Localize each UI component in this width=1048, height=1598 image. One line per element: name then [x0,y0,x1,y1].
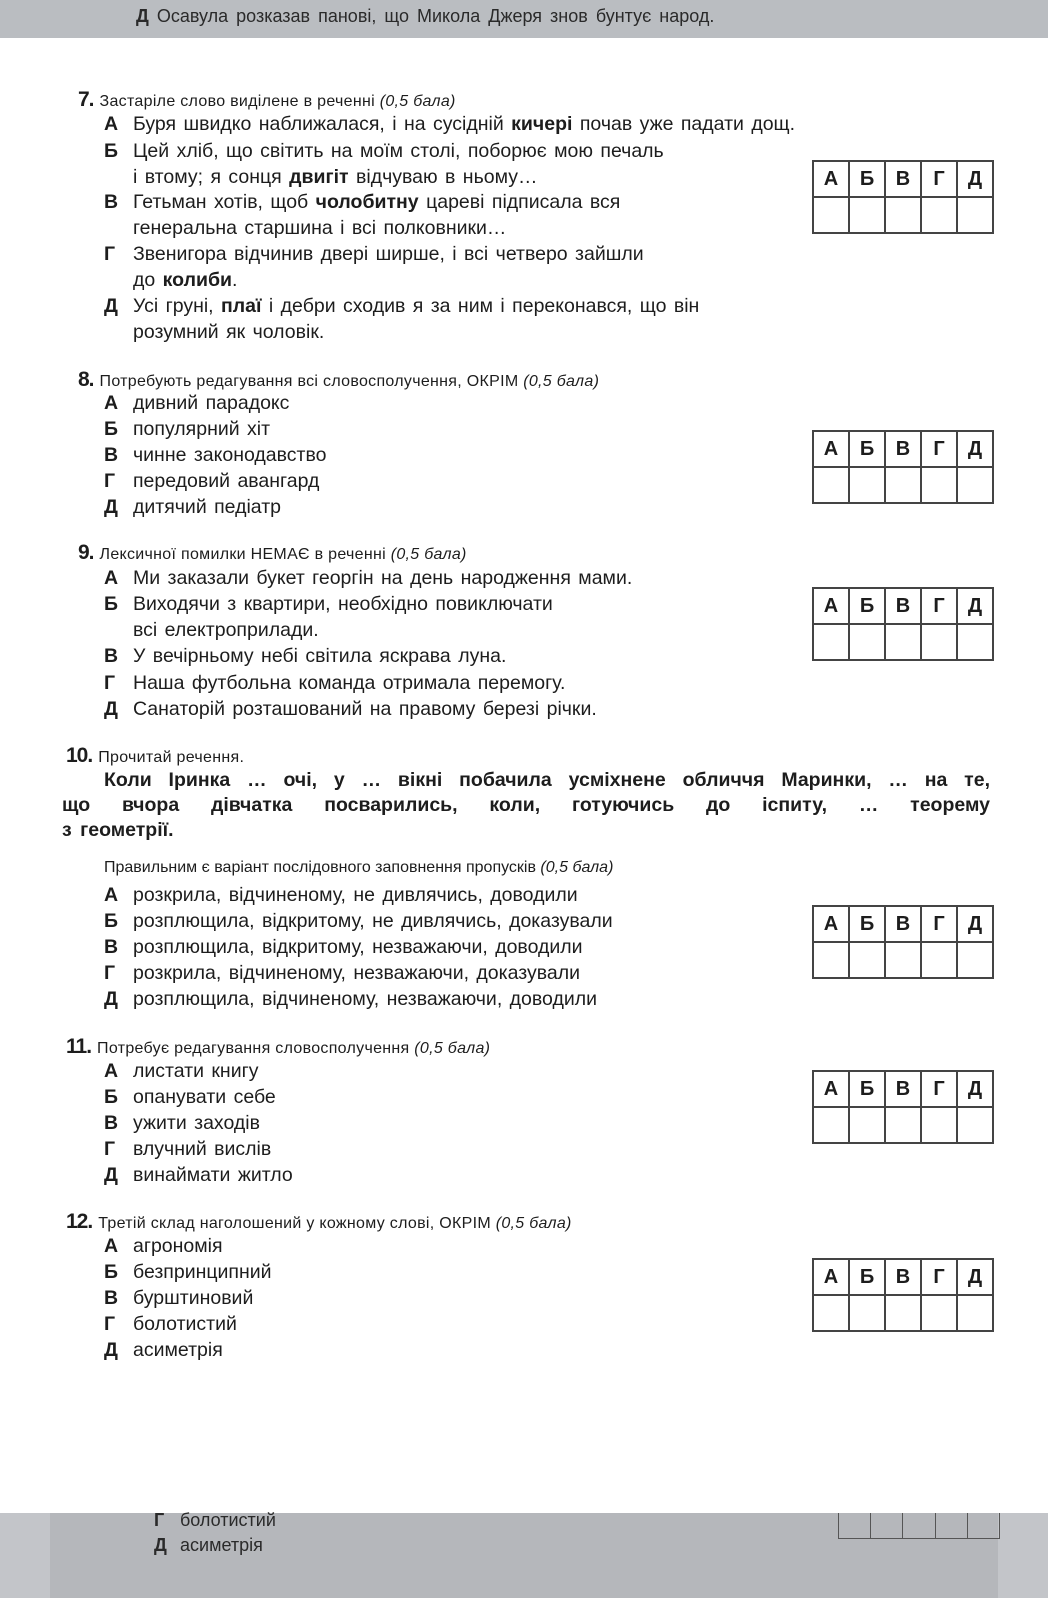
answer-cell-А[interactable] [814,943,850,977]
answer-option [104,910,613,933]
answer-letter: В [886,1072,922,1106]
answer-option [104,444,326,467]
option-text: Наша футбольна команда отримала перемогу. [133,672,566,694]
answer-cell-Б[interactable] [850,625,886,659]
option-letter: Д [104,988,118,1010]
option-letter: Б [104,140,119,162]
question-number: 10. [66,744,93,767]
option-text: Цей хліб, що світить на моїм столі, поборює мою печаль [133,140,664,162]
answer-grid [812,905,994,979]
answer-grid-letters [814,1260,992,1294]
answer-letter: В [886,1260,922,1294]
highlighted-word: кичері [511,113,573,135]
option-text: розплющила, відкритому, незважаючи, доводили [133,936,583,958]
option-letter: Д [104,1339,118,1361]
answer-cell-В[interactable] [886,943,922,977]
question-header [66,1210,572,1234]
answer-letter: Г [922,907,958,941]
option-text: агрономія [133,1235,223,1257]
answer-option [104,567,632,590]
answer-letter: Г [922,1072,958,1106]
option-text: влучний вислів [133,1138,272,1160]
option-text: асиметрія [133,1339,223,1361]
answer-option [104,496,281,519]
question-header [66,1035,490,1059]
answer-option [104,672,565,695]
question-number: 9. [78,541,94,564]
answer-cell-А[interactable] [814,198,850,232]
answer-grid-marks [814,1294,992,1330]
answer-option [104,418,270,441]
answer-letter: Г [922,162,958,196]
question-points: (0,5 бала) [414,1040,491,1057]
answer-option [104,1235,223,1258]
question-number: 12. [66,1210,93,1233]
answer-cell-Г[interactable] [922,943,958,977]
question-points: (0,5 бала) [523,373,600,390]
answer-letter: Б [850,1072,886,1106]
answer-option [104,645,506,668]
highlighted-word: чолобитну [315,191,419,213]
answer-letter: Б [850,589,886,623]
option-text: винаймати житло [133,1164,293,1186]
answer-grid-marks [814,466,992,502]
answer-letter: А [814,907,850,941]
answer-grid-fragment [838,1513,1000,1539]
question-header [78,541,467,565]
answer-grid [812,430,994,504]
option-text: асиметрія [180,1535,263,1555]
answer-option [104,1164,293,1187]
option-letter: Г [104,1313,116,1335]
answer-cell-Г[interactable] [922,1108,958,1142]
answer-cell-Г[interactable] [922,625,958,659]
option-text: генеральна старшина і всі полковники… [133,217,507,239]
answer-cell-Д[interactable] [958,1108,992,1142]
option-letter: Г [104,1138,116,1160]
option-text: бурштиновий [133,1287,254,1309]
option-letter: А [104,884,119,906]
sub-prompt-text: Правильним є варіант послідовного заповнення пропусків [104,859,541,876]
answer-cell-В[interactable] [886,1108,922,1142]
answer-cell-Д[interactable] [958,468,992,502]
answer-cell-В[interactable] [886,625,922,659]
option-letter: А [104,113,119,135]
answer-letter: Б [850,1260,886,1294]
highlighted-word: плаї [221,295,262,317]
option-letter: Д [154,1535,167,1555]
option-letter: Б [104,418,119,440]
previous-page-fragment [0,0,1048,38]
sentence-line: що вчора дівчатка посварились, коли, готуючись до іспиту, … теорему [62,794,990,816]
sentence-line: Коли Іринка … очі, у … вікні побачила усміхнене обличчя Маринки, … на те, [104,769,990,791]
option-letter: А [104,1235,119,1257]
option-letter: Б [104,1086,119,1108]
answer-grid-letters [814,1072,992,1106]
option-text: розплющила, відчиненому, незважаючи, доводили [133,988,597,1010]
answer-option-continuation [133,269,237,292]
option-text: Виходячи з квартири, необхідно повиключати [133,593,553,615]
answer-letter: В [886,432,922,466]
answer-letter: А [814,1072,850,1106]
question-prompt: Потребує редагування словосполучення [97,1040,415,1057]
answer-grid-marks [814,941,992,977]
answer-option [104,884,578,907]
answer-cell-Б[interactable] [850,943,886,977]
highlighted-word: колиби [162,269,232,291]
answer-grid-letters [814,907,992,941]
option-letter: В [104,444,119,466]
answer-letter: А [814,589,850,623]
answer-option [104,470,319,493]
option-letter: Д [104,496,118,518]
question-prompt: Застаріле слово виділене в реченні [99,93,380,110]
option-text: Ми заказали букет георгін на день народження мами. [133,567,633,589]
option-letter: Б [104,593,119,615]
answer-option [104,1339,223,1362]
answer-option [104,1086,276,1109]
next-page-fragment [0,1510,1048,1598]
option-text: болотистий [180,1510,276,1530]
answer-option [104,392,289,415]
answer-letter: А [814,162,850,196]
answer-option [104,191,620,214]
answer-option [104,140,664,163]
answer-grid [812,160,994,234]
sentence-line: з геометрії. [62,819,174,841]
option-letter: Г [104,243,116,265]
answer-option [104,1112,260,1135]
option-letter: А [104,567,119,589]
answer-grid-letters [814,162,992,196]
option-text: У вечірньому небі світила яскрава луна. [133,645,507,667]
question-points: (0,5 бала) [390,546,467,563]
answer-letter: А [814,1260,850,1294]
answer-cell-Д[interactable] [958,198,992,232]
question-header [78,88,456,112]
option-text: Осавула розказав панові, що Микола Джеря знов бунтує народ. [156,6,715,26]
option-text: чинне законодавство [133,444,327,466]
answer-cell-Б[interactable] [850,1296,886,1330]
option-letter: Г [154,1510,165,1530]
option-text: Санаторій розташований на правому березі річки. [133,698,597,720]
answer-cell-Д[interactable] [958,625,992,659]
answer-option [104,113,795,136]
answer-letter: В [886,589,922,623]
fragment-option [154,1535,263,1556]
answer-option [104,936,583,959]
option-letter: В [104,1112,119,1134]
question-points: (0,5 бала) [495,1215,572,1232]
question-prompt: Лексичної помилки НЕМАЄ в реченні [99,546,391,563]
answer-option [104,1287,253,1310]
option-text: Звенигора відчинив двері ширше, і всі четверо зайшли [133,243,644,265]
question-header [78,368,599,392]
answer-cell-В[interactable] [886,468,922,502]
option-text: листати книгу [133,1060,259,1082]
answer-letter: Б [850,162,886,196]
option-text: Усі груні, плаї і дебри сходив я за ним і переконався, що він [133,295,700,317]
fragment-option [154,1510,276,1531]
answer-letter: Г [922,432,958,466]
answer-cell-А[interactable] [814,625,850,659]
option-text: безпринципний [133,1261,272,1283]
question-points: (0,5 бала) [540,859,614,876]
answer-option [104,243,644,266]
answer-grid-marks [814,196,992,232]
option-text: дивний парадокс [133,392,290,414]
sub-prompt [104,859,613,877]
answer-letter: Г [922,589,958,623]
option-text: розплющила, відкритому, не дивлячись, доказували [133,910,613,932]
answer-letter: Д [967,437,983,460]
answer-cell-Г[interactable] [922,198,958,232]
answer-letter: Д [967,912,983,935]
option-letter: В [104,1287,119,1309]
answer-option [104,1060,258,1083]
answer-option [104,698,597,721]
answer-grid-letters [814,432,992,466]
answer-letter: В [886,162,922,196]
answer-cell-Д[interactable] [958,1296,992,1330]
answer-grid-marks [814,1106,992,1142]
answer-letter: Г [922,1260,958,1294]
answer-option [104,1138,271,1161]
question-points: (0,5 бала) [379,93,456,110]
answer-letter: Б [850,907,886,941]
answer-grid-letters [814,589,992,623]
answer-grid [812,587,994,661]
option-letter: Б [104,1261,119,1283]
answer-cell-Д[interactable] [958,943,992,977]
fragment-option [136,6,714,27]
option-letter: Д [104,698,118,720]
question-number: 8. [78,368,94,391]
option-text: Буря швидко наближалася, і на сусідній кичері почав уже падати дощ. [133,113,795,135]
answer-cell-А[interactable] [814,1296,850,1330]
option-letter: В [104,936,119,958]
option-text: опанувати себе [133,1086,276,1108]
question-prompt: Третій склад наголошений у кожному слові, ОКРІМ [98,1215,496,1232]
answer-cell-А[interactable] [814,468,850,502]
option-text: передовий авангард [133,470,320,492]
option-letter: Г [104,470,116,492]
answer-option [104,593,553,616]
answer-option [104,1261,272,1284]
answer-grid [812,1258,994,1332]
answer-letter: Б [850,432,886,466]
option-letter: Д [136,6,149,26]
option-letter: Г [104,672,116,694]
answer-grid [812,1070,994,1144]
answer-letter: Д [967,1077,983,1100]
answer-option-continuation [133,619,319,642]
option-letter: Д [104,1164,118,1186]
answer-cell-В[interactable] [886,1296,922,1330]
option-letter: Б [104,910,119,932]
option-letter: В [104,191,119,213]
answer-option [104,962,580,985]
answer-option [104,988,597,1011]
question-number: 7. [78,88,94,111]
option-text: розкрила, відчиненому, незважаючи, доказували [133,962,580,984]
answer-cell-Б[interactable] [850,468,886,502]
answer-cell-Б[interactable] [850,1108,886,1142]
answer-cell-В[interactable] [886,198,922,232]
option-text: ужити заходів [133,1112,260,1134]
answer-cell-Г[interactable] [922,1296,958,1330]
option-text: до колиби. [133,269,238,291]
option-letter: Г [104,962,116,984]
option-text: і втому; я сонця двигіт відчуваю в ньому… [133,166,538,188]
option-text: Гетьман хотів, щоб чолобитну цареві підписала вся [133,191,621,213]
answer-letter: В [886,907,922,941]
answer-letter: Д [967,1265,983,1288]
option-text: болотистий [133,1313,237,1335]
answer-cell-Г[interactable] [922,468,958,502]
question-header [66,744,244,768]
question-number: 11. [66,1035,92,1058]
option-letter: Д [104,295,118,317]
answer-letter: Д [967,167,983,190]
answer-option-continuation [133,217,506,240]
option-text: розумний як чоловік. [133,321,325,343]
question-prompt: Прочитай речення. [98,749,245,766]
option-letter: А [104,1060,119,1082]
answer-option-continuation [133,166,537,189]
option-text: всі електроприлади. [133,619,319,641]
answer-cell-А[interactable] [814,1108,850,1142]
answer-grid-marks [814,623,992,659]
option-letter: А [104,392,119,414]
answer-option [104,1313,237,1336]
answer-option-continuation [133,321,324,344]
option-letter: В [104,645,119,667]
answer-letter: А [814,432,850,466]
option-text: дитячий педіатр [133,496,282,518]
option-text: популярний хіт [133,418,271,440]
highlighted-word: двигіт [289,166,349,188]
answer-option [104,295,699,318]
question-prompt: Потребують редагування всі словосполучення, ОКРІМ [99,373,524,390]
option-text: розкрила, відчиненому, не дивлячись, доводили [133,884,578,906]
answer-cell-Б[interactable] [850,198,886,232]
answer-letter: Д [967,594,983,617]
